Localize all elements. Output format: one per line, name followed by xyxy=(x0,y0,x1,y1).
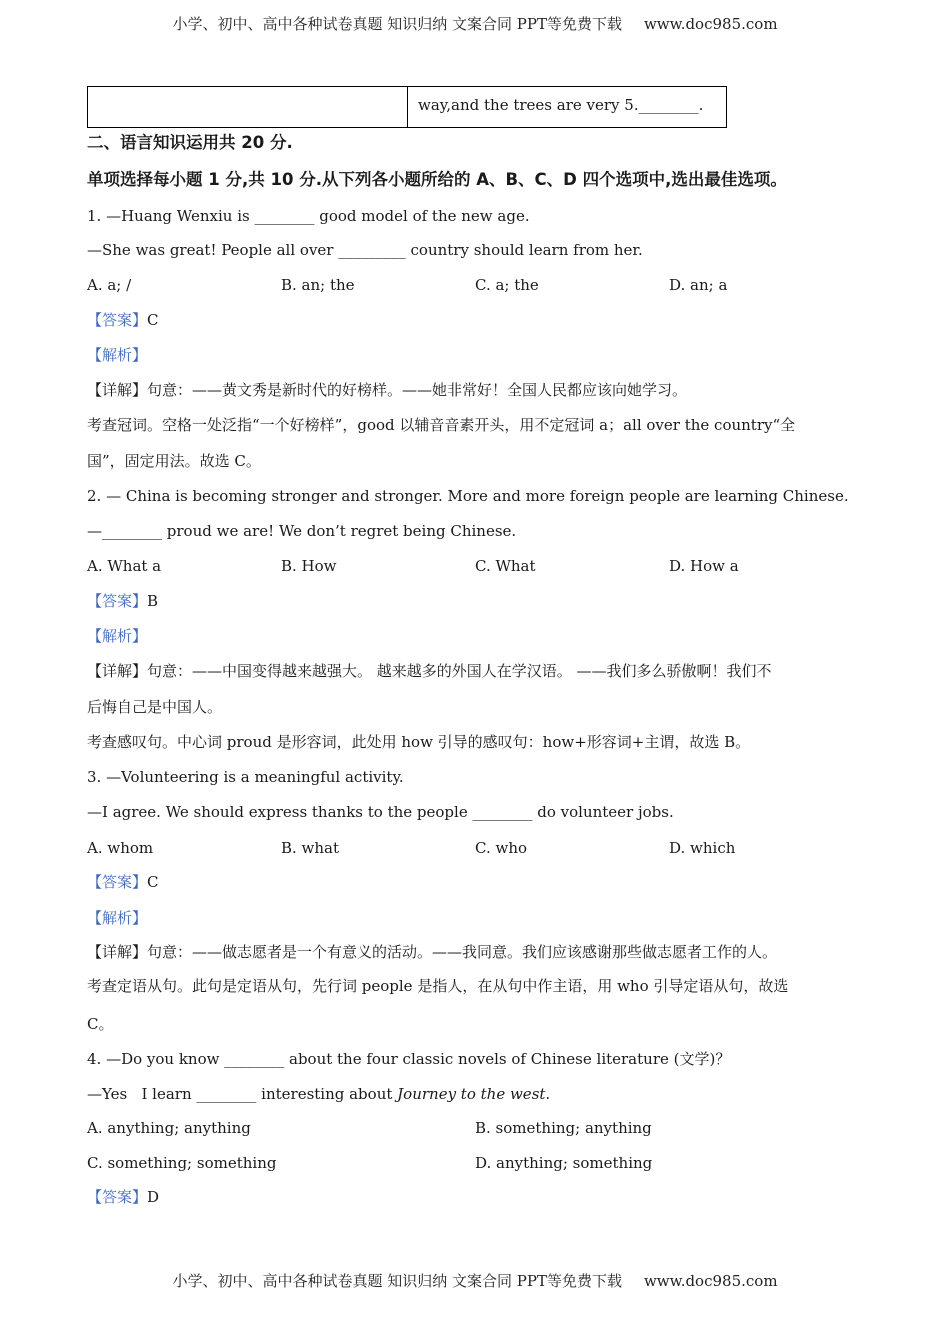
q3-option-d: D. which xyxy=(669,839,736,857)
q2-answer-value: B xyxy=(147,592,159,610)
q3-analysis-label: 【解析】 xyxy=(87,909,148,927)
q2-detail3: 考查感叹句。中心词 proud 是形容词，此处用 how 引导的感叹句：how+形容词+主谓，故选 B。 xyxy=(87,733,751,751)
q1-detail3: 国”，固定用法。故选 C。 xyxy=(87,452,261,470)
q4-option-b: B. something; anything xyxy=(475,1119,652,1137)
page-footer xyxy=(0,1270,950,1291)
header-url[interactable]: www.doc985.com xyxy=(643,15,778,33)
q3-option-c: C. who xyxy=(475,839,528,857)
section-title: 二、语言知识运用共 20 分. xyxy=(87,133,293,152)
q2-option-d: D. How a xyxy=(669,557,739,575)
book-title: Journey to the west xyxy=(397,1085,546,1103)
q4-line1: 4. —Do you know ________ about the four classic novels of Chinese literature (文学)？ xyxy=(87,1050,731,1068)
q1-line2: —She was great! People all over _________ country should learn from her. xyxy=(87,241,643,259)
q3-answer-value: C xyxy=(147,873,159,891)
answer-label: 【答案】 xyxy=(87,311,148,329)
q2-detail1: 【详解】句意：——中国变得越来越强大。 越来越多的外国人在学汉语。 ——我们多么骄傲啊！我们不 xyxy=(87,662,772,680)
answer-table xyxy=(87,86,727,128)
detail-label: 【详解】 xyxy=(87,381,148,399)
q3-line2: —I agree. We should express thanks to the people ________ do volunteer jobs. xyxy=(87,803,674,821)
q1-answer-value: C xyxy=(147,311,159,329)
q2-analysis-label: 【解析】 xyxy=(87,627,148,645)
table-cell-left xyxy=(88,87,408,127)
page-header xyxy=(0,13,950,34)
q2-line1: 2. — China is becoming stronger and stronger. More and more foreign people are learning Chinese. xyxy=(87,487,849,505)
footer-url[interactable]: www.doc985.com xyxy=(643,1272,778,1290)
q1-option-c: C. a; the xyxy=(475,276,539,294)
table-cell-right: way,and the trees are very 5.________. xyxy=(418,96,704,114)
q2-answer: 【答案】B xyxy=(87,592,159,610)
q4-option-a: A. anything; anything xyxy=(87,1119,251,1137)
q3-line1: 3. —Volunteering is a meaningful activity. xyxy=(87,768,404,786)
section-instruction: 单项选择每小题 1 分,共 10 分.从下列各小题所给的 A、B、C、D 四个选项中,选出最佳选项。 xyxy=(87,170,787,189)
q2-line2: —________ proud we are! We don’t regret being Chinese. xyxy=(87,522,517,540)
q1-line1: 1. —Huang Wenxiu is ________ good model of the new age. xyxy=(87,207,530,225)
q4-answer: 【答案】D xyxy=(87,1188,160,1206)
q2-option-a: A. What a xyxy=(87,557,162,575)
q1-analysis-label: 【解析】 xyxy=(87,346,148,364)
q2-detail2: 后悔自己是中国人。 xyxy=(87,698,223,716)
q4-line2: —Yes I learn ________ interesting about Journey to the west. xyxy=(87,1085,551,1103)
q4-option-d: D. anything; something xyxy=(475,1154,653,1172)
q3-detail3: C。 xyxy=(87,1015,114,1033)
q3-detail2: 考查定语从句。此句是定语从句，先行词 people 是指人，在从句中作主语，用 who 引导定语从句，故选 xyxy=(87,977,789,995)
q3-option-b: B. what xyxy=(281,839,340,857)
q4-option-c: C. something; something xyxy=(87,1154,277,1172)
q2-option-c: C. What xyxy=(475,557,536,575)
header-text: 小学、初中、高中各种试卷真题 知识归纳 文案合同 PPT等免费下载 xyxy=(172,15,622,33)
q1-option-d: D. an; a xyxy=(669,276,728,294)
q1-answer xyxy=(87,310,159,330)
q2-option-b: B. How xyxy=(281,557,337,575)
q4-answer-value: D xyxy=(147,1188,160,1206)
q1-option-b: B. an; the xyxy=(281,276,355,294)
q3-detail1: 【详解】句意：——做志愿者是一个有意义的活动。——我同意。我们应该感谢那些做志愿者工作的人。 xyxy=(87,943,778,961)
q1-option-a: A. a; / xyxy=(87,276,132,294)
q3-option-a: A. whom xyxy=(87,839,154,857)
q3-answer: 【答案】C xyxy=(87,873,159,891)
q1-detail1: 【详解】句意：——黄文秀是新时代的好榜样。——她非常好！全国人民都应该向她学习。 xyxy=(87,381,688,399)
footer-text: 小学、初中、高中各种试卷真题 知识归纳 文案合同 PPT等免费下载 xyxy=(172,1272,622,1290)
q1-detail2: 考查冠词。空格一处泛指“一个好榜样”，good 以辅音音素开头，用不定冠词 a；all over the country“全 xyxy=(87,416,796,434)
